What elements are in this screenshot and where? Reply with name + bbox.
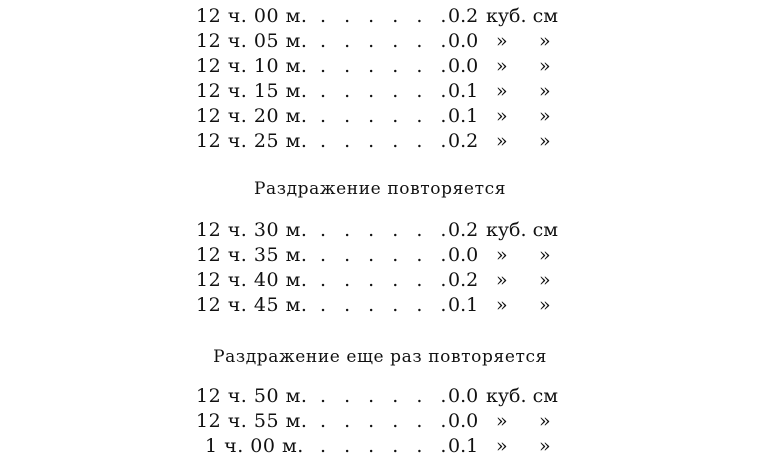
measurement-row bbox=[0, 243, 760, 268]
ditto-mark: » bbox=[496, 105, 508, 127]
measurement-row bbox=[0, 409, 760, 434]
leader-dots: . . . . . . bbox=[320, 244, 453, 266]
time-label: 12 ч. 50 м. bbox=[196, 385, 308, 407]
ditto-mark: » bbox=[496, 269, 508, 291]
measurement-row bbox=[0, 218, 760, 243]
measurement-row bbox=[0, 293, 760, 318]
leader-dots: . . . . . . bbox=[320, 5, 453, 27]
time-label: 12 ч. 05 м. bbox=[196, 30, 308, 52]
leader-dots: . . . . . . bbox=[320, 385, 453, 407]
volume-value: 0.0 bbox=[448, 244, 479, 266]
leader-dots: . . . . . . bbox=[320, 130, 453, 152]
measurement-group-3 bbox=[0, 384, 760, 459]
ditto-mark: » bbox=[496, 30, 508, 52]
ditto-mark: » bbox=[539, 294, 551, 316]
section-heading: Раздражение еще раз повторяется bbox=[213, 347, 547, 367]
ditto-mark: » bbox=[539, 435, 551, 457]
ditto-mark: » bbox=[496, 80, 508, 102]
volume-value: 0.1 bbox=[448, 80, 479, 102]
volume-value: 0.2 bbox=[448, 269, 479, 291]
volume-value: 0.2 bbox=[448, 5, 479, 27]
measurement-group-2 bbox=[0, 218, 760, 318]
time-label: 12 ч. 40 м. bbox=[196, 269, 308, 291]
volume-value: 0.2 bbox=[448, 219, 479, 241]
time-label: 12 ч. 20 м. bbox=[196, 105, 308, 127]
unit-label: куб. см bbox=[486, 5, 558, 27]
ditto-mark: » bbox=[496, 130, 508, 152]
time-label: 12 ч. 25 м. bbox=[196, 130, 308, 152]
volume-value: 0.0 bbox=[448, 55, 479, 77]
volume-value: 0.0 bbox=[448, 410, 479, 432]
time-label: 12 ч. 45 м. bbox=[196, 294, 308, 316]
leader-dots: . . . . . . bbox=[320, 410, 453, 432]
time-label: 12 ч. 55 м. bbox=[196, 410, 308, 432]
volume-value: 0.1 bbox=[448, 294, 479, 316]
ditto-mark: » bbox=[539, 55, 551, 77]
measurement-row bbox=[0, 29, 760, 54]
unit-label: куб. см bbox=[486, 385, 558, 407]
section-heading: Раздражение повторяется bbox=[253, 179, 507, 199]
ditto-mark: » bbox=[539, 130, 551, 152]
measurement-group-1 bbox=[0, 4, 760, 154]
measurement-row bbox=[0, 104, 760, 129]
leader-dots: . . . . . . bbox=[320, 55, 453, 77]
ditto-mark: » bbox=[539, 80, 551, 102]
time-label: 12 ч. 35 м. bbox=[196, 244, 308, 266]
leader-dots: . . . . . . bbox=[320, 105, 453, 127]
measurement-row bbox=[0, 384, 760, 409]
time-label: 12 ч. 15 м. bbox=[196, 80, 308, 102]
time-label: 1 ч. 00 м. bbox=[205, 435, 304, 457]
leader-dots: . . . . . . bbox=[320, 80, 453, 102]
leader-dots: . . . . . . bbox=[320, 269, 453, 291]
leader-dots: . . . . . . bbox=[320, 219, 453, 241]
ditto-mark: » bbox=[496, 55, 508, 77]
ditto-mark: » bbox=[539, 269, 551, 291]
ditto-mark: » bbox=[539, 30, 551, 52]
volume-value: 0.0 bbox=[448, 385, 479, 407]
ditto-mark: » bbox=[496, 244, 508, 266]
ditto-mark: » bbox=[539, 244, 551, 266]
leader-dots: . . . . . . bbox=[320, 294, 453, 316]
ditto-mark: » bbox=[539, 410, 551, 432]
time-label: 12 ч. 10 м. bbox=[196, 55, 308, 77]
unit-label: куб. см bbox=[486, 219, 558, 241]
volume-value: 0.0 bbox=[448, 30, 479, 52]
ditto-mark: » bbox=[539, 105, 551, 127]
ditto-mark: » bbox=[496, 435, 508, 457]
volume-value: 0.1 bbox=[448, 105, 479, 127]
time-label: 12 ч. 00 м. bbox=[196, 5, 308, 27]
leader-dots: . . . . . . bbox=[320, 30, 453, 52]
measurement-row bbox=[0, 129, 760, 154]
ditto-mark: » bbox=[496, 410, 508, 432]
measurement-row bbox=[0, 4, 760, 29]
ditto-mark: » bbox=[496, 294, 508, 316]
time-label: 12 ч. 30 м. bbox=[196, 219, 308, 241]
measurement-row bbox=[0, 268, 760, 293]
measurement-row bbox=[0, 434, 760, 459]
measurement-row bbox=[0, 79, 760, 104]
volume-value: 0.2 bbox=[448, 130, 479, 152]
volume-value: 0.1 bbox=[448, 435, 479, 457]
leader-dots: . . . . . . bbox=[320, 435, 453, 457]
measurement-row bbox=[0, 54, 760, 79]
